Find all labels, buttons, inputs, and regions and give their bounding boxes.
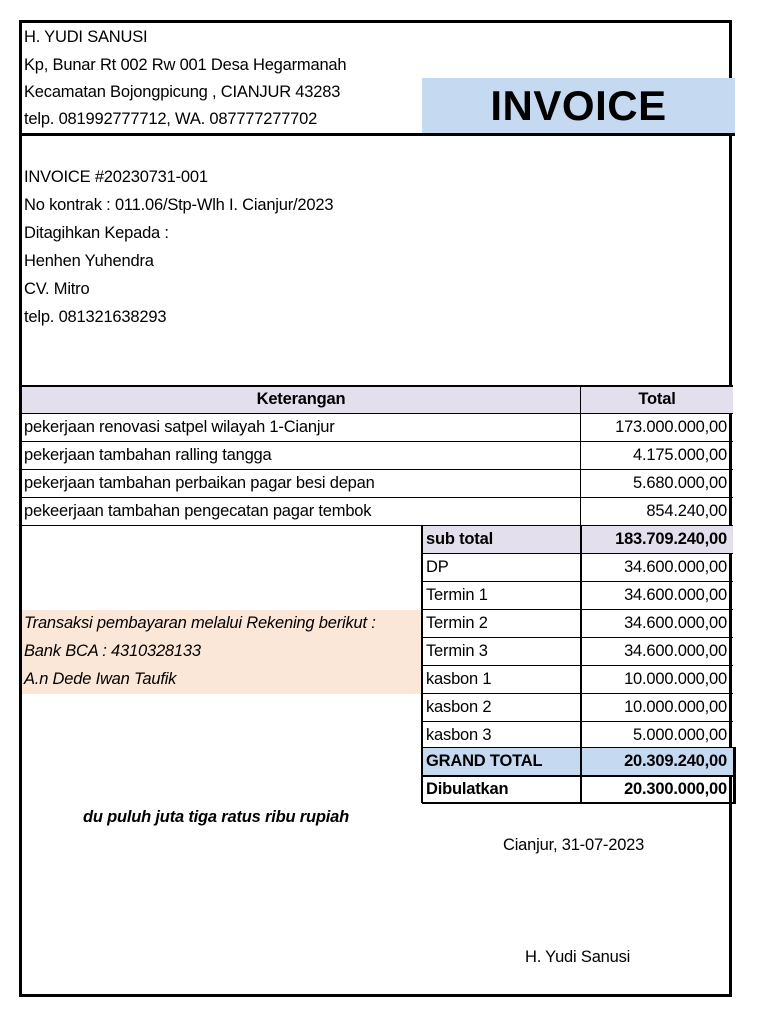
- summary-value: 34.600.000,00: [624, 614, 727, 632]
- column-divider: [421, 525, 423, 803]
- row-divider: [422, 775, 736, 777]
- row-divider: [422, 721, 733, 722]
- row-divider: [422, 553, 733, 554]
- bank-account: Bank BCA : 4310328133: [24, 642, 201, 660]
- summary-label: Termin 3: [426, 642, 488, 660]
- summary-label: sub total: [426, 530, 493, 548]
- header-total: Total: [638, 390, 676, 408]
- account-holder: A.n Dede Iwan Taufik: [24, 670, 177, 688]
- grand-total-value: 20.309.240,00: [624, 752, 727, 770]
- bill-to-label: Ditagihkan Kepada :: [24, 224, 169, 242]
- invoice-title-box: [422, 78, 735, 133]
- item-total: 173.000.000,00: [615, 418, 727, 436]
- header-description: Keterangan: [256, 390, 346, 408]
- item-total: 4.175.000,00: [633, 446, 727, 464]
- summary-value: 34.600.000,00: [624, 642, 727, 660]
- summary-label: kasbon 2: [426, 698, 492, 716]
- summary-value: 5.000.000,00: [633, 726, 727, 744]
- amount-in-words: du puluh juta tiga ratus ribu rupiah: [83, 808, 349, 826]
- grand-total-label: GRAND TOTAL: [426, 752, 543, 770]
- summary-label: DP: [426, 558, 449, 576]
- client-name: Henhen Yuhendra: [24, 252, 154, 270]
- column-divider: [580, 525, 582, 803]
- table-bottom-border: [422, 802, 736, 804]
- row-divider: [422, 609, 733, 610]
- item-description: pekerjaan tambahan ralling tangga: [24, 446, 272, 464]
- summary-label: kasbon 1: [426, 670, 492, 688]
- item-total: 5.680.000,00: [633, 474, 727, 492]
- invoice-number: INVOICE #20230731-001: [24, 168, 208, 186]
- summary-label: Termin 1: [426, 586, 488, 604]
- sender-phone: telp. 081992777712, WA. 087777277702: [24, 110, 318, 128]
- summary-value: 34.600.000,00: [624, 586, 727, 604]
- row-divider: [22, 413, 733, 414]
- client-phone: telp. 081321638293: [24, 308, 167, 326]
- item-description: pekeerjaan tambahan pengecatan pagar tembok: [24, 502, 372, 520]
- summary-value: 34.600.000,00: [624, 558, 727, 576]
- summary-value: 10.000.000,00: [624, 670, 727, 688]
- rounded-total-label: Dibulatkan: [426, 780, 509, 798]
- rounded-total-value: 20.300.000,00: [624, 780, 727, 798]
- row-divider: [422, 747, 733, 748]
- contract-number: No kontrak : 011.06/Stp-Wlh I. Cianjur/2023: [24, 196, 334, 214]
- row-divider: [22, 497, 733, 498]
- summary-label: kasbon 3: [426, 726, 492, 744]
- header-divider: [19, 133, 735, 136]
- table-top-border: [22, 385, 733, 387]
- row-divider: [22, 441, 733, 442]
- summary-value: 183.709.240,00: [615, 530, 727, 548]
- item-description: pekerjaan tambahan perbaikan pagar besi depan: [24, 474, 375, 492]
- summary-value: 10.000.000,00: [624, 698, 727, 716]
- row-divider: [422, 693, 733, 694]
- row-divider: [22, 525, 733, 526]
- sender-name: H. YUDI SANUSI: [24, 28, 148, 46]
- summary-label: Termin 2: [426, 614, 488, 632]
- payment-instruction: Transaksi pembayaran melalui Rekening berikut :: [24, 614, 376, 632]
- invoice-title: INVOICE: [490, 82, 667, 129]
- row-divider: [422, 665, 733, 666]
- row-divider: [422, 637, 733, 638]
- item-description: pekerjaan renovasi satpel wilayah 1-Cianjur: [24, 418, 335, 436]
- row-divider: [422, 581, 733, 582]
- column-divider: [733, 747, 736, 803]
- column-divider: [580, 386, 581, 525]
- signatory-name: H. Yudi Sanusi: [525, 948, 631, 966]
- sender-address-line2: Kecamatan Bojongpicung , CIANJUR 43283: [24, 83, 341, 101]
- sender-address-line1: Kp, Bunar Rt 002 Rw 001 Desa Hegarmanah: [24, 56, 347, 74]
- client-company: CV. Mitro: [24, 280, 90, 298]
- row-divider: [22, 469, 733, 470]
- item-total: 854.240,00: [646, 502, 727, 520]
- place-date: Cianjur, 31-07-2023: [503, 836, 645, 854]
